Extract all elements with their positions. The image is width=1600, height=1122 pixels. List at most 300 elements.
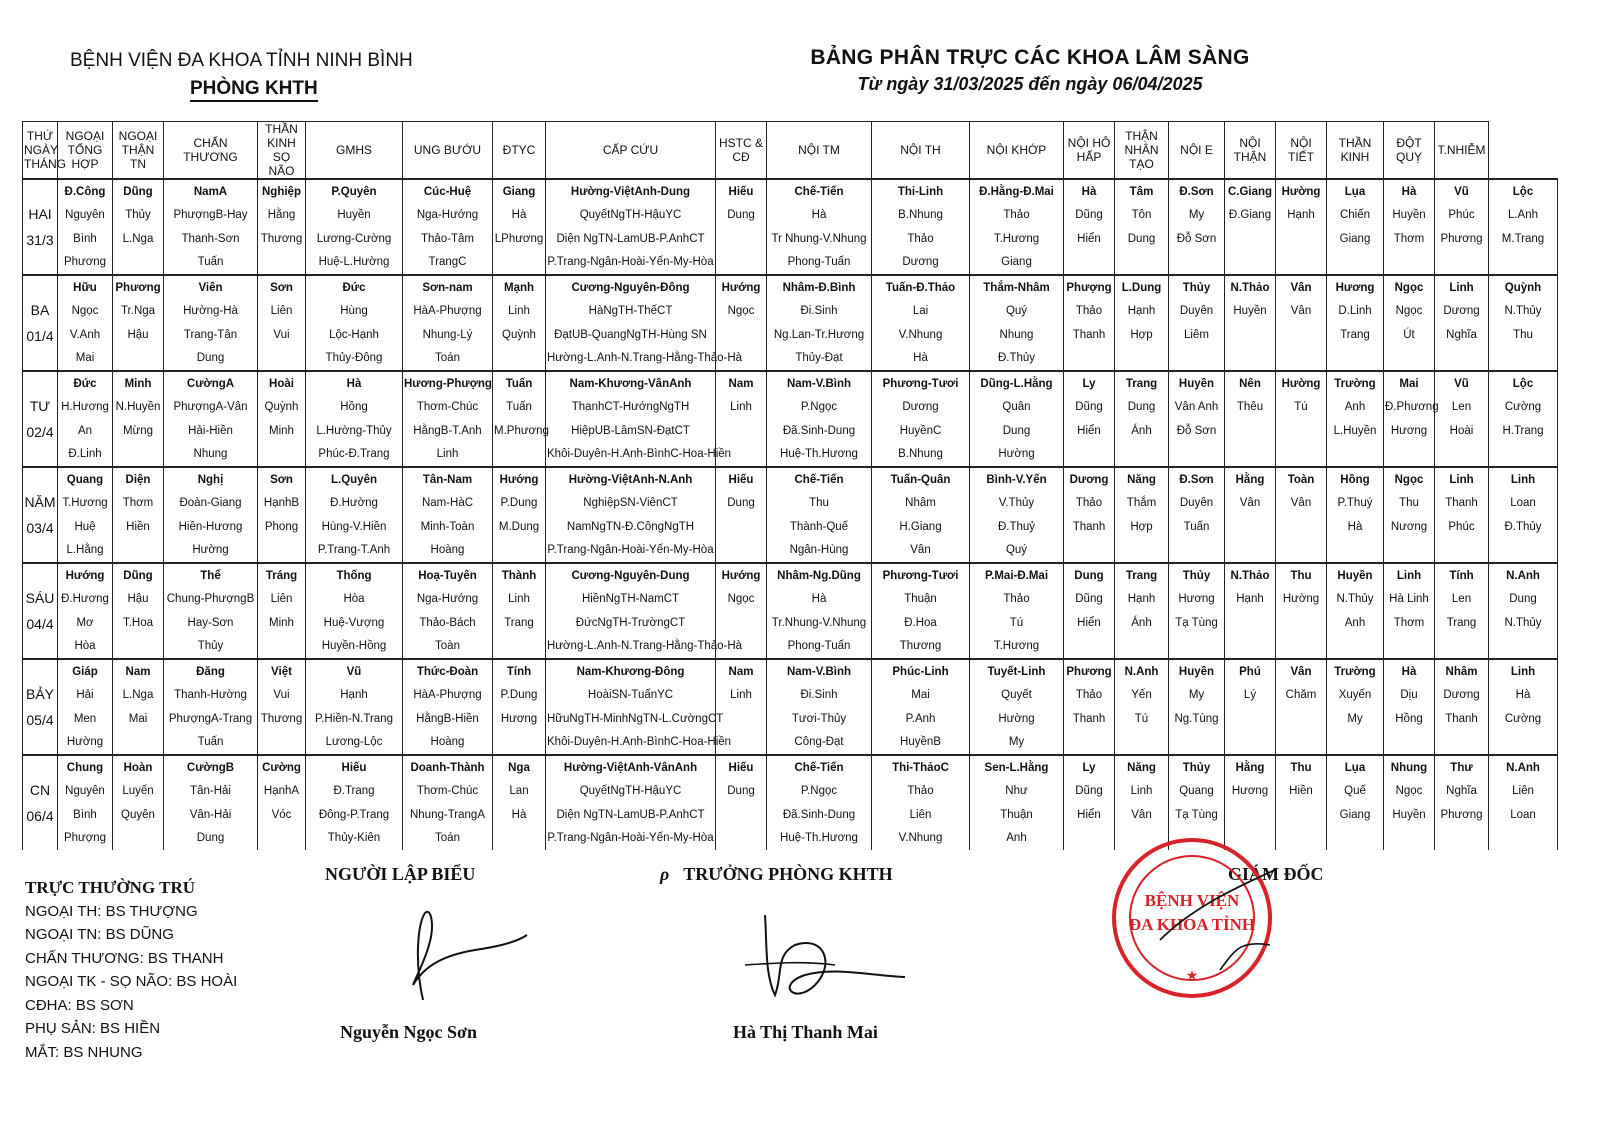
table-cell: Quý — [970, 539, 1064, 564]
table-cell: Hường-ViệtAnh-Dung — [546, 179, 716, 204]
table-cell: Nhung — [970, 323, 1064, 347]
table-cell: HuyềnC — [872, 419, 970, 443]
table-cell: CườngA — [164, 371, 258, 396]
table-cell — [1327, 539, 1384, 564]
table-cell: Quang — [1169, 780, 1225, 804]
table-cell: Trang — [1115, 563, 1169, 588]
table-cell: Linh — [1384, 563, 1435, 588]
table-cell: Vân — [872, 539, 970, 564]
table-cell: Huệ-Th.Hương — [767, 827, 872, 851]
table-cell: Nga-Hướng — [403, 204, 493, 228]
table-cell: Lai — [872, 300, 970, 324]
table-row — [23, 323, 1558, 347]
table-cell: NghiệpSN-ViênCT — [546, 492, 716, 516]
table-cell: Linh — [1489, 467, 1558, 492]
table-cell: Hường — [164, 539, 258, 564]
table-cell: Hường-ViệtAnh-VânAnh — [546, 755, 716, 780]
table-cell: Huệ-Vượng — [306, 611, 403, 635]
header-left — [70, 50, 490, 102]
table-cell — [258, 731, 306, 756]
table-cell: V.Nhung — [872, 323, 970, 347]
table-cell: P.Trang-Ngân-Hoài-Yến-My-Hòa — [546, 251, 716, 276]
table-cell: Đ.Trang — [306, 780, 403, 804]
table-cell: Nhâm — [1435, 659, 1489, 684]
table-cell — [1276, 419, 1327, 443]
table-cell: P.Ngọc — [767, 396, 872, 420]
table-cell — [1115, 443, 1169, 468]
table-cell — [258, 539, 306, 564]
day-date: 06/4 — [26, 808, 54, 824]
table-cell: Sơn-nam — [403, 275, 493, 300]
table-cell: Đỗ Sơn — [1169, 227, 1225, 251]
table-cell: Nhung-TrangA — [403, 803, 493, 827]
table-cell — [1276, 803, 1327, 827]
table-cell: Thảo — [1064, 300, 1115, 324]
column-header: NGOẠI THẬN TN — [113, 122, 164, 180]
table-cell — [1327, 251, 1384, 276]
table-cell: Hường-L.Anh-N.Trang-Hằng-Thảo-Hà — [546, 347, 716, 372]
table-cell: Quyên — [113, 803, 164, 827]
table-cell: Hà — [493, 803, 546, 827]
table-cell: Len — [1435, 588, 1489, 612]
table-cell: Thành — [493, 563, 546, 588]
table-cell: HiềnNgTH-NamCT — [546, 588, 716, 612]
table-cell: Vân — [1276, 492, 1327, 516]
table-cell: C.Giang — [1225, 179, 1276, 204]
table-cell: Dương — [872, 251, 970, 276]
table-cell — [258, 251, 306, 276]
table-cell: Dương — [1435, 300, 1489, 324]
table-cell: P.Ngọc — [767, 780, 872, 804]
table-cell: Huyền — [1169, 371, 1225, 396]
table-cell: Hằng — [1225, 467, 1276, 492]
table-row — [23, 684, 1558, 708]
table-cell: Phong-Tuấn — [767, 635, 872, 660]
table-cell — [1169, 635, 1225, 660]
table-cell: Liên — [872, 803, 970, 827]
table-cell: Ánh — [1115, 611, 1169, 635]
table-row — [23, 443, 1558, 468]
column-header: THỨ NGÀY THÁNG — [23, 122, 58, 180]
table-cell: Tâm — [1115, 179, 1169, 204]
table-cell: Dung — [1115, 396, 1169, 420]
table-cell: Mai — [113, 707, 164, 731]
table-cell: Thuận — [872, 588, 970, 612]
table-cell: Hậu — [113, 588, 164, 612]
table-cell: Lương-Cường — [306, 227, 403, 251]
table-cell: T.Hương — [970, 635, 1064, 660]
table-cell: Nghiệp — [258, 179, 306, 204]
duty-schedule-table — [22, 121, 1558, 850]
day-date: 01/4 — [26, 328, 54, 344]
table-cell — [1276, 323, 1327, 347]
table-cell — [1064, 347, 1115, 372]
table-cell: L.Hường-Thủy — [306, 419, 403, 443]
table-cell: Doanh-Thành — [403, 755, 493, 780]
table-cell: Thủy — [1169, 563, 1225, 588]
table-cell: Tr.Nhung-V.Nhung — [767, 611, 872, 635]
table-cell: Phúc — [1435, 515, 1489, 539]
table-cell — [113, 347, 164, 372]
table-cell — [1225, 635, 1276, 660]
table-cell: Giang — [1327, 227, 1384, 251]
table-cell: Hoài — [1435, 419, 1489, 443]
table-cell: Hà — [306, 371, 403, 396]
table-cell — [1225, 539, 1276, 564]
table-cell: Nam — [716, 659, 767, 684]
table-cell — [1489, 635, 1558, 660]
column-header: NỘI HÔ HẤP — [1064, 122, 1115, 180]
table-cell: Nam-Khương-Đông — [546, 659, 716, 684]
table-cell — [1327, 443, 1384, 468]
table-cell: Tuyết-Linh — [970, 659, 1064, 684]
table-cell: Hường — [1276, 588, 1327, 612]
table-cell: Liên — [1489, 780, 1558, 804]
table-cell: Tính — [1435, 563, 1489, 588]
table-cell — [716, 227, 767, 251]
table-row — [23, 707, 1558, 731]
table-cell: Nghĩa — [1435, 323, 1489, 347]
table-cell: Trang — [1115, 371, 1169, 396]
table-cell: Quý — [970, 300, 1064, 324]
table-cell: Minh — [258, 419, 306, 443]
table-cell: Diện NgTN-LamUB-P.AnhCT — [546, 803, 716, 827]
table-cell: Linh — [1489, 659, 1558, 684]
table-cell: Huyền — [306, 204, 403, 228]
table-cell: Phú — [1225, 659, 1276, 684]
table-cell: Vân — [1225, 492, 1276, 516]
table-cell — [1489, 251, 1558, 276]
table-cell: Dung — [164, 347, 258, 372]
table-cell: Trang — [493, 611, 546, 635]
table-cell: Hiển — [1064, 419, 1115, 443]
table-row — [23, 467, 1558, 492]
table-cell — [716, 323, 767, 347]
table-cell: Như — [970, 780, 1064, 804]
day-cell — [23, 467, 58, 563]
table-cell: L.Dung — [1115, 275, 1169, 300]
resident-duty — [25, 876, 237, 1064]
day-date: 03/4 — [26, 520, 54, 536]
table-cell — [1489, 827, 1558, 851]
table-cell: Trường — [1327, 659, 1384, 684]
table-cell — [258, 635, 306, 660]
table-cell: Liên — [258, 300, 306, 324]
table-cell: Đoàn-Giang — [164, 492, 258, 516]
table-cell: Thanh — [1435, 492, 1489, 516]
table-cell: Thu — [1384, 492, 1435, 516]
table-cell — [1489, 731, 1558, 756]
table-cell: Hà — [1327, 515, 1384, 539]
table-cell: Dung — [1115, 227, 1169, 251]
table-cell: Mạnh — [493, 275, 546, 300]
table-cell: Quỳnh — [258, 396, 306, 420]
table-cell: Hồng — [1327, 467, 1384, 492]
table-cell: PhượngA-Vân — [164, 396, 258, 420]
table-cell — [493, 539, 546, 564]
column-header: THẬN NHÂN TẠO — [1115, 122, 1169, 180]
table-cell — [1384, 251, 1435, 276]
table-cell: Nam-V.Bình — [767, 371, 872, 396]
table-cell: Ngọc — [58, 300, 113, 324]
table-cell: Huệ-Th.Hương — [767, 443, 872, 468]
table-cell: Dũng — [113, 563, 164, 588]
table-cell: Hiển — [1064, 227, 1115, 251]
table-cell: Phương — [58, 251, 113, 276]
table-cell: Nga-Hướng — [403, 588, 493, 612]
table-cell: Nguyên — [58, 780, 113, 804]
table-cell: Chế-Tiến — [767, 179, 872, 204]
table-cell: Vân-Hải — [164, 803, 258, 827]
table-cell: Dung — [970, 419, 1064, 443]
table-cell: Thảo-Bách — [403, 611, 493, 635]
table-cell: HằngB-Hiền — [403, 707, 493, 731]
table-cell: My — [970, 731, 1064, 756]
table-cell: P.Trang-Ngân-Hoài-Yến-My-Hòa — [546, 539, 716, 564]
table-cell — [1435, 827, 1489, 851]
table-cell: Hường — [1276, 371, 1327, 396]
table-cell: Vũ — [306, 659, 403, 684]
table-cell: L.Hằng — [58, 539, 113, 564]
column-header: NỘI KHỚP — [970, 122, 1064, 180]
table-cell — [1327, 731, 1384, 756]
table-cell — [113, 827, 164, 851]
table-cell: Hà — [1384, 659, 1435, 684]
table-cell: Minh-Toàn — [403, 515, 493, 539]
day-cell — [23, 371, 58, 467]
table-cell: Dũng — [1064, 588, 1115, 612]
table-row — [23, 827, 1558, 851]
table-cell: N.Thủy — [1489, 300, 1558, 324]
table-cell: My — [1169, 684, 1225, 708]
table-cell — [1115, 347, 1169, 372]
table-cell: Luyến — [113, 780, 164, 804]
table-cell: Hợp — [1115, 515, 1169, 539]
table-cell: Nga — [493, 755, 546, 780]
table-cell — [716, 827, 767, 851]
table-cell — [1489, 443, 1558, 468]
table-cell: H.Giang — [872, 515, 970, 539]
table-row — [23, 275, 1558, 300]
table-cell: Thi-ThảoC — [872, 755, 970, 780]
table-cell: Huyền-Hồng — [306, 635, 403, 660]
table-cell: Vân — [1276, 275, 1327, 300]
table-cell: Thể — [164, 563, 258, 588]
table-cell: Vóc — [258, 803, 306, 827]
table-cell: Tuấn — [164, 251, 258, 276]
table-cell: Thành-Quế — [767, 515, 872, 539]
table-cell: H.Hương — [58, 396, 113, 420]
table-cell: Hà — [1064, 179, 1115, 204]
table-cell: Huyền — [1384, 803, 1435, 827]
table-cell: Quế — [1327, 780, 1384, 804]
table-cell: Yến — [1115, 684, 1169, 708]
table-cell: Linh — [403, 443, 493, 468]
table-cell: L.Anh — [1489, 204, 1558, 228]
table-cell: Diện NgTN-LamUB-P.AnhCT — [546, 227, 716, 251]
table-cell: Mơ — [58, 611, 113, 635]
table-cell: HoàiSN-TuấnYC — [546, 684, 716, 708]
table-cell — [493, 827, 546, 851]
table-cell: Hiển — [1064, 803, 1115, 827]
table-cell — [113, 443, 164, 468]
table-cell: Hoài — [258, 371, 306, 396]
table-cell: Linh — [716, 396, 767, 420]
table-cell: Trang — [1435, 611, 1489, 635]
table-cell: Đ.Hường — [306, 492, 403, 516]
table-cell: Hường — [970, 443, 1064, 468]
table-cell: Hường-ViệtAnh-N.Anh — [546, 467, 716, 492]
table-cell: Lụa — [1327, 755, 1384, 780]
day-cell — [23, 179, 58, 275]
preparer-title: NGƯỜI LẬP BIỂU — [325, 864, 476, 884]
table-cell: N.Anh — [1115, 659, 1169, 684]
table-cell: Hồng — [306, 396, 403, 420]
table-cell: T.Hương — [970, 227, 1064, 251]
table-cell: HạnhA — [258, 780, 306, 804]
table-cell: Thu — [1276, 755, 1327, 780]
table-cell: Út — [1384, 323, 1435, 347]
table-cell: Toàn — [1276, 467, 1327, 492]
table-cell: Quân — [970, 396, 1064, 420]
table-cell: Thanh — [1064, 323, 1115, 347]
table-cell: Linh — [1115, 780, 1169, 804]
table-row — [23, 780, 1558, 804]
table-cell — [1276, 443, 1327, 468]
table-cell: ĐạtUB-QuangNgTH-Hùng SN — [546, 323, 716, 347]
table-cell: Tú — [1276, 396, 1327, 420]
hospital-seal — [1100, 830, 1280, 1000]
column-header: UNG BƯỚU — [403, 122, 493, 180]
table-cell: Nam-V.Bình — [767, 659, 872, 684]
table-cell: Sơn — [258, 467, 306, 492]
table-cell: Thư — [1435, 755, 1489, 780]
resident-line: CĐHA: BS SƠN — [25, 996, 134, 1014]
table-cell — [1064, 731, 1115, 756]
table-cell: Diện — [113, 467, 164, 492]
table-cell: Vũ — [1435, 371, 1489, 396]
table-cell — [1489, 347, 1558, 372]
table-cell: Huyền — [1327, 563, 1384, 588]
table-cell: Thanh — [1064, 515, 1115, 539]
table-cell: Duyên — [1169, 300, 1225, 324]
table-cell: Chung-PhượngB — [164, 588, 258, 612]
table-cell: Thủy-Kiên — [306, 827, 403, 851]
table-cell: Bình — [58, 227, 113, 251]
table-cell: Dung — [164, 827, 258, 851]
table-cell — [716, 419, 767, 443]
table-cell: Men — [58, 707, 113, 731]
table-cell — [1435, 731, 1489, 756]
table-cell: Hiền — [1276, 780, 1327, 804]
table-cell: Hiếu — [716, 179, 767, 204]
table-cell — [1225, 227, 1276, 251]
table-cell: Năng — [1115, 467, 1169, 492]
table-cell: Nghị — [164, 467, 258, 492]
table-cell: Phương — [1435, 227, 1489, 251]
table-cell — [1384, 539, 1435, 564]
table-cell: V.Anh — [58, 323, 113, 347]
table-cell: QuyếtNgTH-HậuYC — [546, 204, 716, 228]
table-cell: N.Huyền — [113, 396, 164, 420]
column-header: ĐTYC — [493, 122, 546, 180]
table-cell — [1384, 443, 1435, 468]
table-cell: Ngọc — [1384, 467, 1435, 492]
table-cell: Đi.Sinh — [767, 300, 872, 324]
table-cell: Hương-Phượng — [403, 371, 493, 396]
table-cell: Phong-Tuấn — [767, 251, 872, 276]
table-cell: Giang — [1327, 803, 1384, 827]
table-cell: Thủy-Đạt — [767, 347, 872, 372]
table-cell: Hùng-V.Hiền — [306, 515, 403, 539]
table-cell: Vui — [258, 684, 306, 708]
table-cell: Dũng — [1064, 780, 1115, 804]
table-cell: Hữu — [58, 275, 113, 300]
table-cell: ThanhCT-HướngNgTH — [546, 396, 716, 420]
table-cell: Phương-Tươi — [872, 563, 970, 588]
table-cell: Hạnh — [1115, 300, 1169, 324]
table-cell: Đăng — [164, 659, 258, 684]
table-cell: Mai — [58, 347, 113, 372]
day-cell — [23, 563, 58, 659]
table-cell: D.Linh — [1327, 300, 1384, 324]
table-row — [23, 515, 1558, 539]
table-cell: Ly — [1064, 371, 1115, 396]
table-cell: Hương — [493, 707, 546, 731]
table-cell: N.Thủy — [1489, 611, 1558, 635]
table-cell: M.Dung — [493, 515, 546, 539]
column-header: NGOẠI TỔNG HỢP — [58, 122, 113, 180]
table-cell: Tuấn — [493, 396, 546, 420]
table-cell: Thêu — [1225, 396, 1276, 420]
table-cell: Đ.Sơn — [1169, 467, 1225, 492]
table-cell: Nhâm — [872, 492, 970, 516]
department-name: PHÒNG KHTH — [190, 78, 318, 102]
date-range: Từ ngày 31/03/2025 đến ngày 06/04/2025 — [857, 74, 1203, 94]
table-cell: P.Dung — [493, 492, 546, 516]
table-row — [23, 179, 1558, 204]
table-cell: Tân-Hải — [164, 780, 258, 804]
table-cell: Khôi-Duyên-H.Anh-BìnhC-Hoa-Hiền — [546, 731, 716, 756]
table-cell: Hướng — [716, 563, 767, 588]
table-cell: Ngọc — [1384, 275, 1435, 300]
table-row — [23, 611, 1558, 635]
column-header: ĐỘT QUỴ — [1384, 122, 1435, 180]
table-cell — [1384, 635, 1435, 660]
table-cell: Chế-Tiến — [767, 467, 872, 492]
table-cell: Dung — [1064, 563, 1115, 588]
table-cell — [1276, 731, 1327, 756]
table-cell: N.Anh — [1489, 755, 1558, 780]
table-cell — [716, 803, 767, 827]
table-cell: Cúc-Huệ — [403, 179, 493, 204]
table-cell — [1435, 443, 1489, 468]
table-cell — [1489, 539, 1558, 564]
table-cell: Công-Đạt — [767, 731, 872, 756]
table-cell: Hiếu — [306, 755, 403, 780]
table-cell: CườngB — [164, 755, 258, 780]
preparer-name: Nguyễn Ngọc Sơn — [340, 1022, 477, 1042]
day-date: 02/4 — [26, 424, 54, 440]
table-cell: Sơn — [258, 275, 306, 300]
table-cell: HàNgTH-ThếCT — [546, 300, 716, 324]
table-cell: Hà — [1384, 179, 1435, 204]
table-cell: N.Thủy — [1327, 588, 1384, 612]
table-row — [23, 251, 1558, 276]
table-cell: Hướng — [716, 275, 767, 300]
table-cell: Thơm-Chúc — [403, 396, 493, 420]
table-row — [23, 300, 1558, 324]
